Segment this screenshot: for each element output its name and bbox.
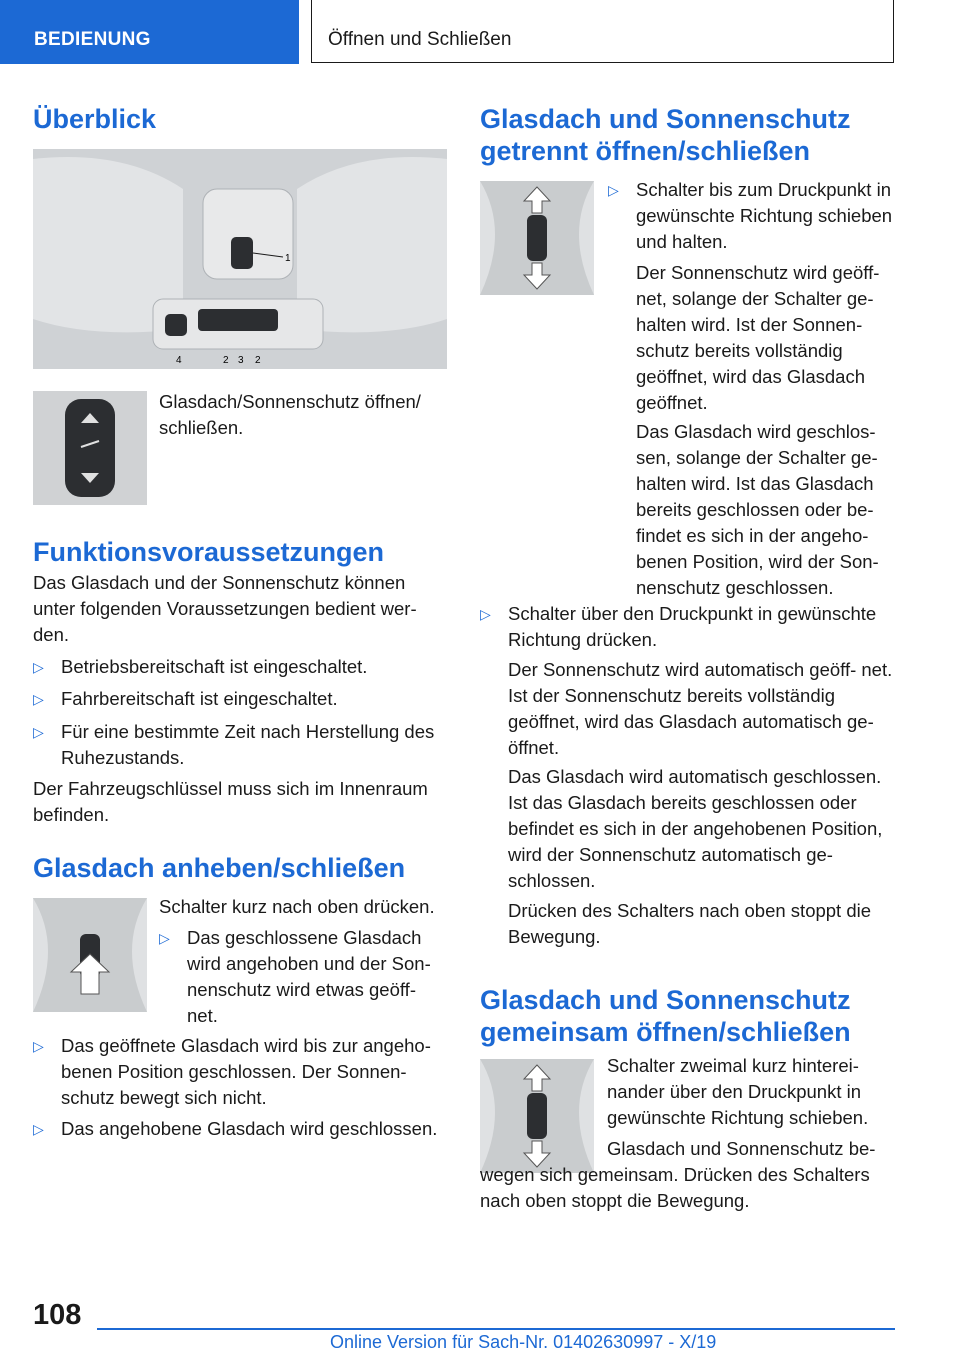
list-item-text: Für eine bestimmte Zeit nach Herstellung des Ruhezustands. [61,721,435,768]
list-item-text: Das geschlossene Glasdach wird angehoben und der Son- nenschutz wird etwas geöff- net. [187,927,431,1026]
list-triangle-icon: ▷ [33,1121,44,1137]
list-item [159,925,447,1029]
separate-item2-para3: Das Glasdach wird automatisch geschlossen. Ist das Glasdach bereits geschlossen oder befindet es sich in der angehobenen Position, wird der Sonnenschutz automatisch ge- schlossen. [508,766,883,891]
list-triangle-icon: ▷ [33,659,44,675]
list-triangle-icon: ▷ [33,724,44,740]
separate-item2-para4: Drücken des Schalters nach oben stoppt die Bewegung. [508,900,872,947]
page-number: 108 [33,1299,82,1331]
list-triangle-icon: ▷ [159,930,170,946]
raise-illustration [33,898,147,1012]
callout-2a: 2 [223,355,229,366]
switch-image [33,391,147,505]
list-item-text: Fahrbereitschaft ist eingeschaltet. [61,688,338,709]
list-item-text: Betriebsbereitschaft ist eingeschaltet. [61,656,368,677]
list-item [33,654,447,680]
joint-para1: Schalter zweimal kurz hinterei- nander über den Druckpunkt in gewünschte Richtung schieben. [607,1055,869,1128]
overview-illustration [33,149,447,369]
callout-3: 3 [238,355,244,366]
chapter-label: Öffnen und Schließen [328,29,512,50]
footer-rule [97,1328,895,1330]
list-item [608,177,896,255]
separate-item1-para3: Das Glasdach wird geschlos- sen, solange der Schalter ge- halten wird. Ist das Glasdach bereits geschlossen oder be- findet es sich in der angeho- benen Position, wird der Son- nenschutz geschlossen. [636,421,879,598]
switch-caption: Glasdach/Sonnenschutz öffnen/ schließen. [159,391,421,438]
raise-switch-image [33,898,147,1012]
joint-heading: Glasdach und Sonnenschutz gemeinsam öffnen/schließen [480,985,851,1047]
list-triangle-icon: ▷ [33,1038,44,1054]
separate-switch-image [480,181,594,295]
list-item [480,601,896,653]
overview-image [33,149,447,369]
list-triangle-icon: ▷ [480,606,491,622]
section-tab [0,0,299,64]
callout-1: 1 [285,253,291,264]
functions-intro: Das Glasdach und der Sonnenschutz können unter folgenden Voraussetzungen bedient wer- den. [33,572,417,645]
list-item [33,1033,447,1111]
list-triangle-icon: ▷ [33,691,44,707]
raise-heading: Glasdach anheben/schließen [33,853,406,883]
functions-note: Der Fahrzeugschlüssel muss sich im Innenraum befinden. [33,778,428,825]
chapter-header [311,0,894,63]
list-item-text: Das geöffnete Glasdach wird bis zur angeho- benen Position geschlossen. Der Sonnen- schutz bewegt sich nicht. [61,1035,431,1108]
list-item-text: Schalter über den Druckpunkt in gewünschte Richtung drücken. [508,603,877,650]
separate-item2-para2: Der Sonnenschutz wird automatisch geöff- net. Ist der Sonnenschutz bereits vollständig geöffnet, wird das Glasdach automatisch ge- öffnet. [508,659,893,758]
separate-illustration [480,181,594,295]
joint-para2: Glasdach und Sonnenschutz be- wegen sich gemeinsam. Drücken des Schalters nach oben stoppt die Bewegung. [480,1138,876,1211]
functions-heading: Funktionsvoraussetzungen [33,537,385,567]
list-item [33,719,447,771]
section-label: BEDIENUNG [34,29,151,50]
separate-item1-para2: Der Sonnenschutz wird geöff- net, solange der Schalter ge- halten wird. Ist der Sonnen- schutz bereits vollständig geöffnet, wird das Glasdach geöffnet. [636,262,880,413]
list-item-text: Das angehobene Glasdach wird geschlossen. [61,1118,438,1139]
overview-heading: Überblick [33,104,157,134]
list-triangle-icon: ▷ [608,182,619,198]
list-item [33,1116,451,1142]
footer-text: Online Version für Sach-Nr. 01402630997 - X/19 [330,1332,717,1352]
list-item [33,686,447,712]
raise-intro: Schalter kurz nach oben drücken. [159,896,435,917]
separate-heading: Glasdach und Sonnenschutz getrennt öffnen/schließen [480,104,851,166]
switch-illustration [33,391,147,505]
list-item-text: Schalter bis zum Druckpunkt in gewünschte Richtung schieben und halten. [636,179,893,252]
callout-2b: 2 [255,355,261,366]
callout-4: 4 [176,355,182,366]
